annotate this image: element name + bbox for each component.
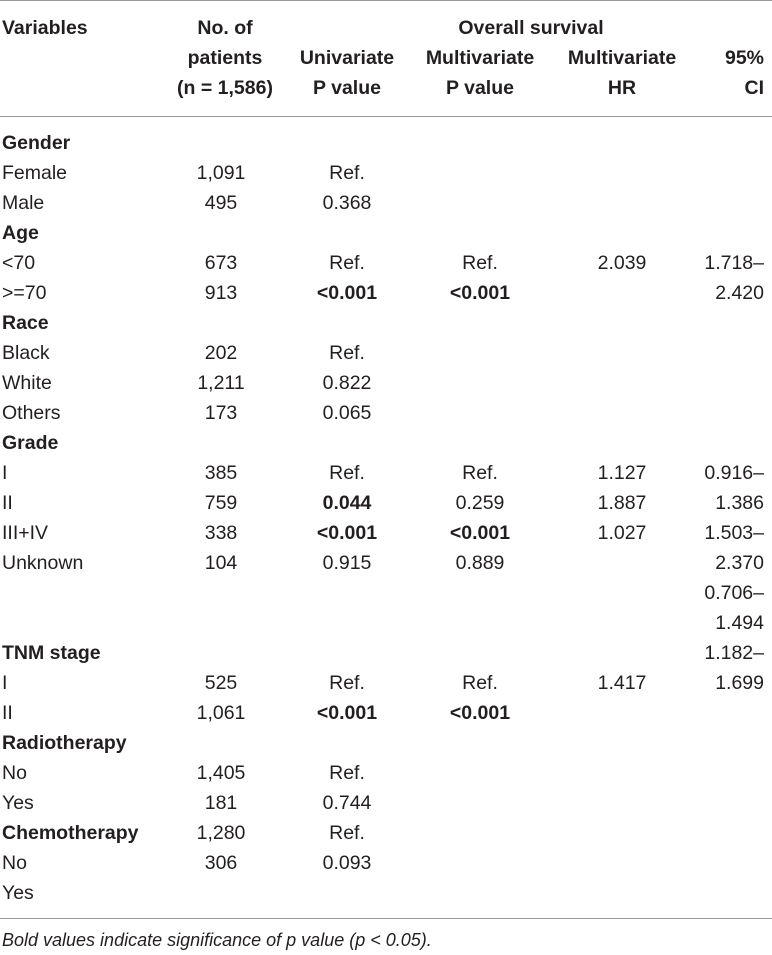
cell-univariate-p: Ref. [329, 162, 365, 184]
cell-univariate-p: <0.001 [316, 282, 378, 304]
cell-variable: II [2, 702, 13, 724]
cell-patients: 673 [204, 252, 238, 274]
cell-hr: 1.027 [597, 522, 647, 544]
cell-patients: 1,211 [197, 372, 245, 394]
cell-hr: 1.417 [597, 672, 647, 694]
cell-patients: 181 [204, 792, 238, 814]
cell-univariate-p: 0.093 [322, 852, 372, 874]
cell-univariate-p: 0.822 [322, 372, 372, 394]
cell-ci: 1.503– [704, 522, 764, 544]
cell-univariate-p: 0.744 [322, 792, 372, 814]
cell-variable: Gender [2, 132, 71, 154]
header-multivariate-p-line1: Multivariate [425, 47, 535, 69]
bottom-rule [0, 918, 772, 919]
top-rule [0, 0, 772, 1]
cell-patients: 104 [204, 552, 238, 574]
footnote: Bold values indicate significance of p value (p < 0.05). [2, 930, 432, 950]
cell-variable: No [2, 762, 27, 784]
cell-patients: 1,091 [196, 162, 246, 184]
cell-hr: 1.887 [597, 492, 647, 514]
cell-univariate-p: Ref. [329, 462, 365, 484]
cell-patients: 202 [204, 342, 238, 364]
cell-patients: 385 [204, 462, 238, 484]
cell-univariate-p: Ref. [329, 822, 365, 844]
cell-univariate-p: 0.044 [322, 492, 372, 514]
cell-univariate-p: Ref. [329, 672, 365, 694]
cell-variable: II [2, 492, 13, 514]
cell-variable: I [2, 462, 8, 484]
cell-patients: 913 [204, 282, 238, 304]
cell-hr: 2.039 [597, 252, 647, 274]
cell-variable: III+IV [2, 522, 49, 544]
cell-ci: 0.916– [704, 462, 764, 484]
cell-variable: Age [2, 222, 39, 244]
cell-univariate-p: Ref. [329, 762, 365, 784]
cell-univariate-p: <0.001 [316, 702, 378, 724]
cell-ci: 1.182– [704, 642, 764, 664]
cell-hr: 1.127 [597, 462, 647, 484]
cell-univariate-p: 0.368 [322, 192, 372, 214]
cell-univariate-p: <0.001 [316, 522, 378, 544]
cell-patients: 525 [204, 672, 238, 694]
cell-ci: 2.370 [715, 552, 764, 574]
cell-ci: 1.718– [704, 252, 764, 274]
cell-multivariate-p: Ref. [462, 462, 498, 484]
cell-variable: TNM stage [2, 642, 101, 664]
cell-univariate-p: 0.065 [322, 402, 372, 424]
cell-multivariate-p: 0.889 [455, 552, 505, 574]
header-patients-line3: (n = 1,586) [177, 77, 273, 99]
cell-variable: Radiotherapy [2, 732, 127, 754]
header-ci-line1: 95% [724, 47, 764, 69]
header-rule [0, 116, 772, 117]
cell-variable: Grade [2, 432, 59, 454]
cell-variable: Yes [2, 882, 34, 904]
cell-variable: Chemotherapy [2, 822, 139, 844]
cell-ci: 0.706– [704, 582, 764, 604]
cell-univariate-p: 0.915 [322, 552, 372, 574]
cell-variable: White [2, 372, 52, 394]
cell-variable: No [2, 852, 27, 874]
cell-patients: 1,061 [196, 702, 246, 724]
cell-patients: 306 [204, 852, 238, 874]
cell-multivariate-p: 0.259 [455, 492, 505, 514]
header-multivariate-p-line2: P value [446, 77, 514, 99]
cell-variable: Unknown [2, 552, 84, 574]
cell-multivariate-p: Ref. [462, 672, 498, 694]
cell-patients: 1,405 [196, 762, 246, 784]
cell-ci: 1.494 [715, 612, 764, 634]
header-multivariate-hr-line1: Multivariate [567, 47, 677, 69]
cell-variable: Black [2, 342, 50, 364]
cell-univariate-p: Ref. [329, 252, 365, 274]
header-multivariate-hr-line2: HR [607, 77, 637, 99]
cell-multivariate-p: <0.001 [449, 282, 511, 304]
cell-ci: 1.386 [715, 492, 764, 514]
cell-variable: Male [2, 192, 45, 214]
cell-variable: Race [2, 312, 49, 334]
cell-variable: Others [2, 402, 61, 424]
header-univariate-line2: P value [313, 77, 381, 99]
header-ci-line2: CI [744, 77, 764, 99]
cell-ci: 2.420 [715, 282, 764, 304]
cell-variable: I [2, 672, 8, 694]
header-variables: Variables [2, 17, 88, 39]
cell-patients: 495 [204, 192, 238, 214]
cell-multivariate-p: <0.001 [449, 702, 511, 724]
cell-multivariate-p: Ref. [462, 252, 498, 274]
cell-patients: 1,280 [196, 822, 246, 844]
cell-variable: Female [2, 162, 68, 184]
header-overall-survival: Overall survival [458, 17, 604, 39]
header-univariate-line1: Univariate [299, 47, 395, 69]
cell-variable: Yes [2, 792, 34, 814]
cell-patients: 338 [204, 522, 238, 544]
cell-ci: 1.699 [715, 672, 764, 694]
cell-univariate-p: Ref. [329, 342, 365, 364]
cell-variable: <70 [2, 252, 36, 274]
cell-variable: >=70 [2, 282, 47, 304]
header-patients-line1: No. of [197, 17, 253, 39]
cell-multivariate-p: <0.001 [449, 522, 511, 544]
cell-patients: 759 [204, 492, 238, 514]
cell-patients: 173 [204, 402, 238, 424]
header-patients-line2: patients [187, 47, 263, 69]
